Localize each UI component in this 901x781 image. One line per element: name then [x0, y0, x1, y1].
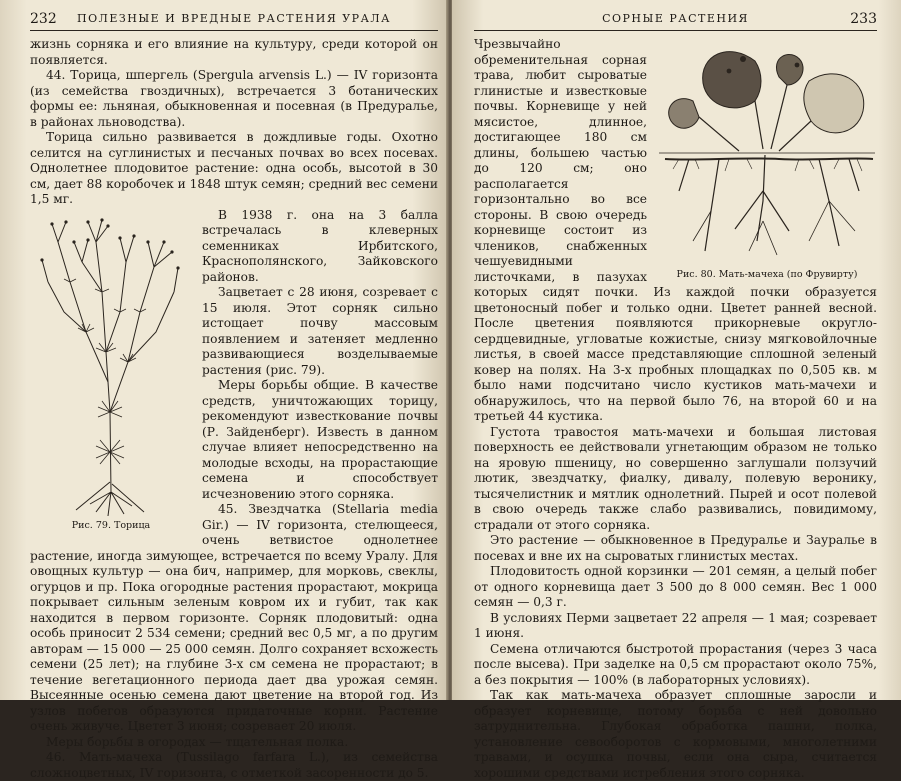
paragraph: Меры борьбы в огородах — тщательная полка.: [46, 734, 349, 749]
paragraph: 45. Звездчатка (Stellaria media Gir.) — IV горизонта, стелющееся, очень ветвистое однолетнее растение, иногда зимующее, встречается по всему Уралу. Для овощных культур — она бич, например, для морковь, свеклы, огурцов и пр. Пока огородные растения прорастают, мокрица покрывает сильным зеленым ковром их и губит, так как находится в первом горизонте. Сорняк плодовитый: одна особь приносит 2 534 семени; средний вес 0,5 мг, а по другим авторам — 15 000 — 25 000 семян. Долго сохраняет всхожесть семени (25 лет); на глубине 3-х см семена не прорастают; в течение вегетационного периода дает два урожая семян. Высеянные осенью семена дают цветение на второй год. Из узлов побегов образуются придаточные корни. Растение очень живуче. Цветет 3 июня; созревает 20 июля.: [30, 502, 438, 733]
right-page-body: [474, 37, 877, 781]
paragraph: 44. Торица, шпергель (Spergula arvensis L.) — IV горизонта (из семейства гвоздичных), встречается 3 ботанических формы ее: льняная, обыкновенная и посевная (в Предуралье, в районах льноводства).: [30, 68, 438, 129]
paragraph: Густота травостоя мать-мачехи и большая листовая поверхность ее действовали угнетающим образом не только на яровую пшеницу, но совершенно заглушали ползучий лютик, звездчатку, фиалку, дивалу, полевую веронику, тысячелистник и мятлик однолетний. Пырей и осот полевой в свою очередь также слабо развивались, повидимому, страдали от этого сорняка.: [474, 424, 877, 532]
figure-79: [30, 212, 192, 532]
paragraph: Семена отличаются быстротой прорастания (через 3 часа после высева). При заделке на 0,5 см прорастают около 75%, а без покрытия — 100% (в лабораторных условиях).: [474, 641, 877, 687]
paragraph: Так как мать-мачеха образует сплошные заросли и образует корневище, потому борьба с ней довольно затруднительна. Глубокая обработка пашни, полка, установление севооборотов с кормовыми, многолетними травами, и осушка почвы, если она сыра, считается хорошими средствами истребления этого сорняка.: [474, 688, 877, 780]
right-running-head: [474, 10, 877, 31]
left-running-head: [30, 10, 438, 31]
figure-80-caption: Рис. 80. Мать-мачеха (по Фрувирту): [676, 269, 858, 280]
paragraph: Зацветает с 28 июня, созревает с 15 июля. Этот сорняк сильно истощает почву массовым появлением и затеняет медленно развивающиеся возделываемые растения (рис. 79).: [202, 285, 438, 377]
right-page-number: 233: [850, 11, 877, 27]
paragraph: Плодовитость одной корзинки — 201 семян, а целый побег от одного корневища дает 3 500 до 8 000 семян. Вес 1 000 семян — 0,3 г.: [474, 564, 877, 609]
paragraph: В условиях Перми зацветает 22 апреля — 1 мая; созревает 1 июня.: [474, 610, 877, 640]
paragraph: Меры борьбы общие. В качестве средств, уничтожающих торицу, рекомендуют известкование почвы (Р. Зайденберг). Известь в данном случае влияет непосредственно на молодые всходы, на прорастающие семена и способствует исчезновению этого сорняка.: [202, 378, 438, 501]
paragraph: Торица сильно развивается в дождливые годы. Охотно селится на суглинистых и песчаных почвах во всех посевах. Однолетнее плодовитое растение: одна особь, высотой в 30 см, дает 88 коробочек и 1848 штук семян; средний вес семени 1,5 мг.: [30, 130, 438, 206]
right-page: [452, 0, 901, 780]
paragraph: 46. Мать-мачеха (Tussilago farfara L.), из семейства сложноцветных, IV горизонта, с отметкой засоренности до 5.: [30, 750, 438, 780]
paragraph: Это растение — обыкновенное в Предуралье и Зауралье в посевах и вне их на сыроватых глинистых местах.: [474, 533, 877, 563]
figure-80: [657, 41, 877, 281]
right-running-title: СОРНЫЕ РАСТЕНИЯ: [602, 12, 749, 25]
left-page-body: [30, 37, 438, 781]
figure-79-caption: Рис. 79. Торица: [71, 519, 151, 531]
left-page: [0, 0, 448, 780]
left-running-title: ПОЛЕЗНЫЕ И ВРЕДНЫЕ РАСТЕНИЯ УРАЛА: [77, 12, 391, 25]
paragraph: жизнь сорняка и его влияние на культуру, среди которой он появляется.: [30, 37, 438, 67]
coltsfoot-plant-illustration: [659, 41, 875, 266]
spergula-plant-illustration: [36, 212, 186, 517]
paragraph: Чрезвычайно обременительная сорная трава, любит сыроватые глинистые и известковые почвы. Корневище у ней мясистое, длинное, достигающее 180 см длины, большею частью до 120 см; оно располагается горизонтально во все стороны. В свою очередь корневище состоит из члеников, снабженных чешуевидными листочками, в пазухах которых сидят почки. Из каждой почки образуется цветоносный побег и только одни. Цветет ранней весной. После цветения появляются прикорневые округло-сердцевидные, угловатые кожистые, снизу мягковойлочные листья, в своей массе представляющие сплошной зеленый ковер на полях. На 3-х пробных площадках по 0,505 кв. м было нами подсчитано число кустиков мать-мачехи и обнаружилось, что на первой было 76, на второй 60 и на третьей 44 кустика.: [474, 37, 877, 423]
paragraph: В 1938 г. она на 3 балла встречалась в клеверных семенниках Ирбитского, Краснополянского, Зайковского районов.: [202, 207, 438, 284]
left-page-number: 232: [30, 11, 57, 27]
